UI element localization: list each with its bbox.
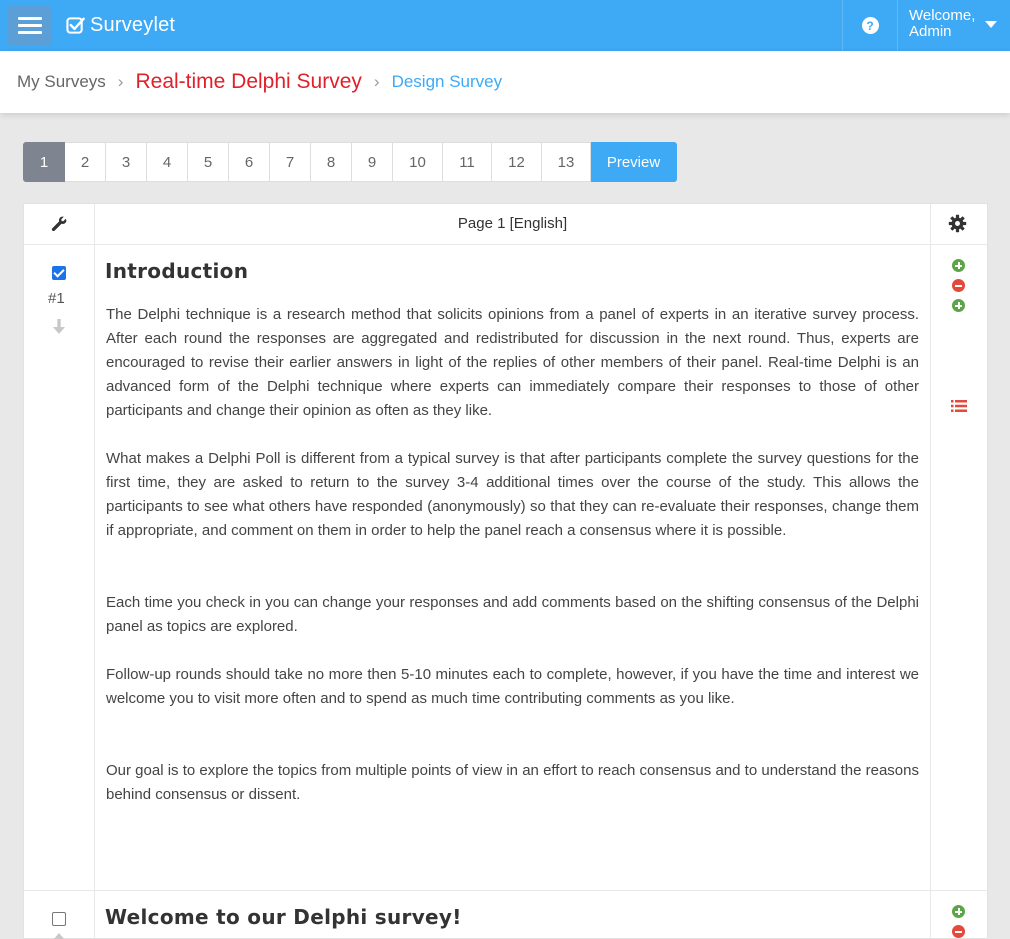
page-pagination: [23, 142, 677, 182]
column-divider: [94, 204, 95, 938]
hamburger-menu-button[interactable]: [7, 6, 52, 45]
user-menu[interactable]: [897, 0, 1010, 51]
arrow-down-icon[interactable]: [53, 319, 65, 335]
caret-down-icon: [985, 21, 997, 28]
question-select-checkbox[interactable]: [52, 912, 66, 926]
page-button-11[interactable]: 11: [443, 142, 492, 182]
page-button-13[interactable]: 13: [542, 142, 591, 182]
add-below-icon[interactable]: [952, 299, 965, 312]
arrow-up-icon[interactable]: [53, 932, 65, 939]
breadcrumb: [0, 51, 1010, 113]
page-title: Page 1 [English]: [457, 215, 568, 232]
user-name: Admin: [909, 23, 952, 40]
breadcrumb-my-surveys[interactable]: My Surveys: [17, 72, 106, 91]
welcome-text: [909, 8, 975, 40]
intro-paragraph-3: Each time you check in you can change your responses and add comments based on the shifting consensus of the Delphi panel as topics are explored.: [106, 594, 919, 635]
intro-paragraph-5: Our goal is to explore the topics from multiple points of view in an effort to reach consensus and to understand the reasons behind consensus or dissent.: [106, 762, 919, 803]
chevron-right-icon: ›: [117, 72, 124, 91]
brand-name: Surveylet: [90, 13, 176, 36]
question-title[interactable]: Introduction: [105, 259, 249, 283]
list-options-icon[interactable]: [951, 400, 967, 412]
column-divider: [930, 204, 931, 938]
remove-question-icon[interactable]: [952, 279, 965, 292]
page-button-8[interactable]: 8: [311, 142, 352, 182]
row-divider: [24, 244, 987, 245]
top-bar: [0, 0, 1010, 51]
survey-page-table: [23, 203, 988, 939]
page-button-5[interactable]: 5: [188, 142, 229, 182]
question-select-checkbox[interactable]: [52, 266, 66, 280]
question-number: #1: [48, 290, 65, 307]
page-button-3[interactable]: 3: [106, 142, 147, 182]
page-button-6[interactable]: 6: [229, 142, 270, 182]
welcome-label: Welcome,: [909, 7, 976, 24]
page-button-10[interactable]: 10: [393, 142, 443, 182]
intro-paragraph-4: Follow-up rounds should take no more then 5-10 minutes each to complete, however, if you have the time and interest we welcome you to visit more often and to spend as much time contributing comments as you like.: [106, 666, 919, 707]
preview-button[interactable]: Preview: [591, 142, 677, 182]
brand-logo[interactable]: [66, 12, 175, 38]
gear-icon[interactable]: [948, 214, 967, 233]
help-button[interactable]: [842, 0, 897, 51]
wrench-icon[interactable]: [50, 215, 68, 233]
add-above-icon[interactable]: [952, 905, 965, 918]
row-divider: [24, 890, 987, 891]
chevron-right-icon: ›: [373, 72, 380, 91]
question-circle-icon: ?: [862, 17, 879, 34]
check-square-icon: [66, 16, 85, 35]
page-button-4[interactable]: 4: [147, 142, 188, 182]
page-button-2[interactable]: 2: [65, 142, 106, 182]
page-button-1[interactable]: 1: [23, 142, 65, 182]
breadcrumb-design-survey[interactable]: Design Survey: [391, 72, 503, 91]
question-title[interactable]: Welcome to our Delphi survey!: [105, 905, 462, 929]
page-button-9[interactable]: 9: [352, 142, 393, 182]
intro-paragraph-1: The Delphi technique is a research method that solicits opinions from a panel of experts in an iterative survey process. After each round the responses are aggregated and redistributed for discussion in the next round. Thus, experts are encouraged to revise their earlier answers in light of the replies of other members of their panel. Real-time Delphi is an advanced form of the Delphi technique where experts can immediately compare their responses to those of other participants and change their opinion as often as they like.: [106, 306, 919, 419]
add-above-icon[interactable]: [952, 259, 965, 272]
remove-question-icon[interactable]: [952, 925, 965, 938]
page-button-12[interactable]: 12: [492, 142, 542, 182]
page-button-7[interactable]: 7: [270, 142, 311, 182]
breadcrumb-survey-name[interactable]: Real-time Delphi Survey: [135, 70, 362, 93]
intro-paragraph-2: What makes a Delphi Poll is different from a typical survey is that after participants complete the survey questions for the first time, they are asked to return to the survey 3-4 additional times over the course of the study. This allows the participants to see what others have responded (anonymously) so that they can re-evaluate their responses, change them if appropriate, and comment on them in order to help the panel reach a consensus where it is possible.: [106, 450, 919, 539]
